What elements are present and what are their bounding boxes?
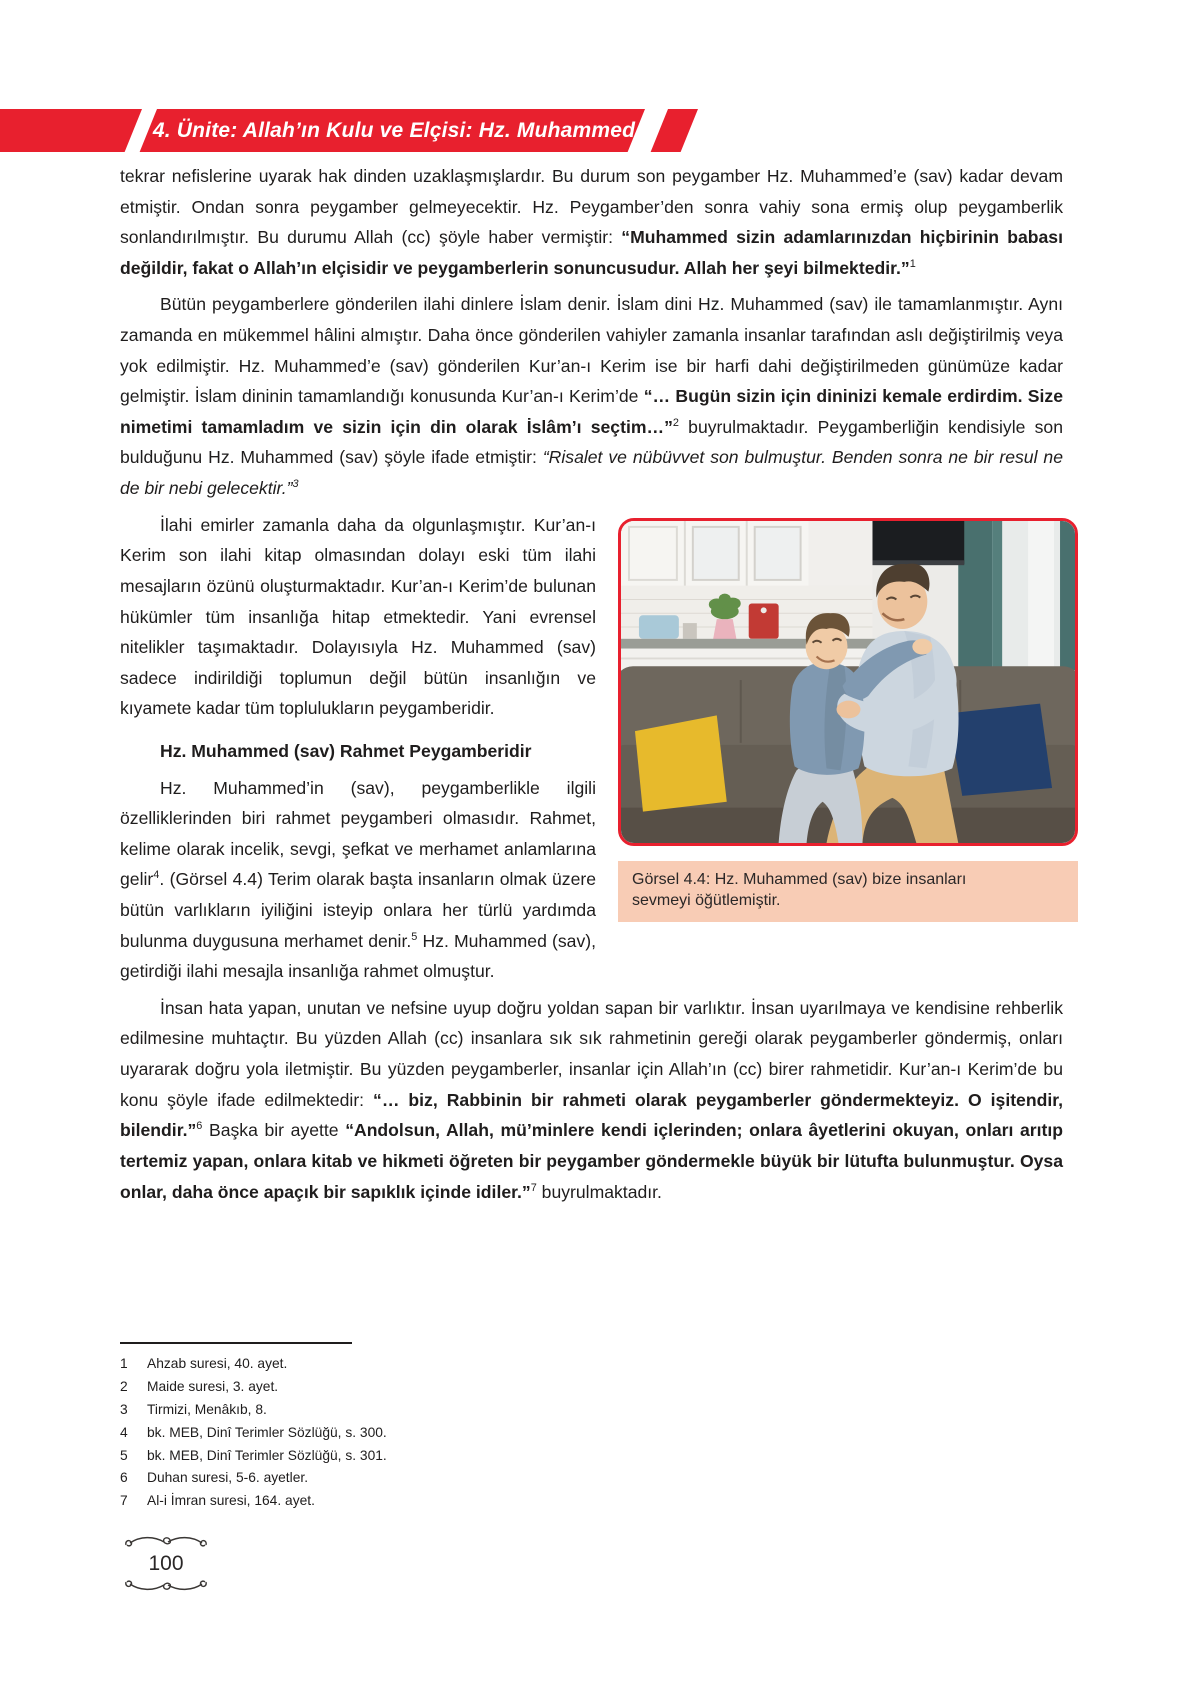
paragraph-3: İlahi emirler zamanla daha da olgunlaşmıştır. Kur’an-ı Kerim son ilahi kitap olmasından dolayı eski tüm ilahi mesajların özünü oluşturmaktadır. Kur’an-ı Kerim’de bulunan hükümler tüm insanlığa hitap etmektedir. Yani evrensel nitelikler taşımaktadır. Dolayısıyla Hz. Muhammed (sav) sadece indirildiği toplumun değil bütün insanlığın ve kıyamete kadar tüm toplulukların peygamberidir. bbox=[120, 514, 596, 719]
footnote-number: 7 bbox=[120, 1493, 128, 1509]
photo-father-son-hug bbox=[618, 518, 1078, 846]
unit-title: 4. Ünite: Allah’ın Kulu ve Elçisi: Hz. Muhammed bbox=[152, 119, 636, 142]
footnote-number: 5 bbox=[120, 1447, 128, 1463]
ornament-flourish-bottom bbox=[120, 1576, 212, 1594]
footnotes bbox=[120, 1342, 820, 1513]
footnote-text: Tirmizi, Menâkıb, 8. bbox=[147, 1401, 267, 1417]
figure-gorsel-4-4 bbox=[618, 518, 1078, 922]
footnote-text: Al-i İmran suresi, 164. ayet. bbox=[147, 1493, 315, 1509]
footnote-number: 2 bbox=[120, 1378, 128, 1394]
footnote-divider bbox=[120, 1342, 352, 1344]
footnote-text: bk. MEB, Dinî Terimler Sözlüğü, s. 300. bbox=[147, 1424, 387, 1440]
footnote-number: 1 bbox=[120, 1356, 128, 1371]
footnote-item bbox=[120, 1353, 820, 1376]
footnote-number: 4 bbox=[120, 1424, 128, 1440]
page-number: 100 bbox=[148, 1552, 184, 1575]
footnote-text: bk. MEB, Dinî Terimler Sözlüğü, s. 301. bbox=[147, 1447, 387, 1463]
banner-slash-accent bbox=[651, 109, 698, 152]
footnote-number: 3 bbox=[120, 1401, 128, 1417]
body-text bbox=[120, 161, 1063, 1207]
footnote-number: 6 bbox=[120, 1470, 128, 1486]
footnote-text: Duhan suresi, 5-6. ayetler. bbox=[147, 1470, 309, 1486]
unit-header-banner bbox=[0, 109, 1181, 152]
paragraph-5: İnsan hata yapan, unutan ve nefsine uyup doğru yoldan sapan bir varlıktır. İnsan uyarılmaya ve kendisine rehberlik edilmesine muhtaçtır. Bu yüzden Allah (cc) insanlara sık sık rahmetinin gereği olarak peygamberler göndermiş, onları uyararak doğru yola iletmiştir. Bu yüzden peygamberler, insanlar için Allah’ın (cc) birer rahmetidir. Kur’an-ı Kerim’de bu konu şöyle ifade edilmektedir: “… biz, Rabbinin bir rahmeti olarak peygamberler göndermekteyiz. O işitendir, bilendir.”$^6$ Başka bir ayette “Andolsun, Allah, mü’minlere kendi içlerinden; onlara âyetlerini okuyan, onları arıtıp tertemiz yapan, onlara kitab ve hikmeti öğreten bir peygamber göndermekle büyük bir lütufta bulunmuştur. Oysa onlar, daha önce apaçık bir sapıklık içinde idiler.”$^7$ buyrulmaktadır. bbox=[120, 997, 1063, 1202]
footnote-item bbox=[120, 1467, 820, 1490]
footnote-text: Maide suresi, 3. ayet. bbox=[147, 1378, 279, 1394]
footnote-item bbox=[120, 1399, 820, 1422]
footnote-item bbox=[120, 1376, 820, 1399]
banner-left-stripe bbox=[0, 109, 142, 152]
footnote-item bbox=[120, 1490, 820, 1513]
paragraph-2: Bütün peygamberlere gönderilen ilahi dinlere İslam denir. İslam dini Hz. Muhammed (sav) ile tamamlanmıştır. Aynı zamanda en mükemmel hâlini almıştır. Daha önce gönderilen vahiyler zamanla insanlar tarafından aslı değiştirilmiş veya yok edilmiştir. Hz. Muhammed’e (sav) gönderilen Kur’an-ı Kerim ise bir harfi dahi değiştirilmeden günümüze kadar gelmiştir. İslam dininin tamamlandığı konusunda Kur’an-ı Kerim’de “… Bugün sizin için dininizi kemale erdirdim. Size nimetimi tamamladım ve sizin için din olarak İslâm’ı seçtim…”$^2$ buyrulmaktadır. Peygamberliğin kendisiyle son bulduğunu Hz. Muhammed (sav) şöyle ifade etmiştir: “Risalet ve nübüvvet son bulmuştur. Benden sonra ne bir resul ne de bir nebi gelecektir.”$^3$ bbox=[120, 294, 1063, 499]
photo-illustration bbox=[621, 521, 1075, 843]
footnote-text: Ahzab suresi, 40. ayet. bbox=[147, 1356, 288, 1371]
section-heading: Hz. Muhammed (sav) Rahmet Peygamberidir bbox=[160, 740, 532, 761]
paragraph-4: Hz. Muhammed’in (sav), peygamberlikle ilgili özelliklerinden biri rahmet peygamberi olmasıdır. Rahmet, kelime olarak incelik, sevgi, şefkat ve merhamet anlamlarına gelir$^4$. (Görsel 4.4) Terim olarak başta insanların olmak üzere bütün varlıkların iyiliğini isteyip onlara her türlü yardımda bulunma duygusuna merhamet denir.$^5$ Hz. Muhammed (sav), getirdiği ilahi mesajla insanlığa rahmet olmuştur. bbox=[120, 777, 596, 982]
wrap-flow bbox=[120, 510, 1063, 1207]
footnote-item bbox=[120, 1445, 820, 1468]
paragraph-1: tekrar nefislerine uyarak hak dinden uzaklaşmışlardır. Bu durum son peygamber Hz. Muhammed’e (sav) kadar devam etmiştir. Ondan sonra peygamber gelmeyecektir. Hz. Peygamber’den sonra vahiy sona ermiş olup peygamberlik sonlandırılmıştır. Bu durumu Allah (cc) şöyle haber vermiştir: “Muhammed sizin adamlarınızdan hiçbirinin babası değildir, fakat o Allah’ın elçisidir ve peygamberlerin sonuncusudur. Allah her şeyi bilmektedir.”$^1$ bbox=[120, 166, 1063, 278]
footnote-item bbox=[120, 1422, 820, 1445]
figure-caption: Görsel 4.4: Hz. Muhammed (sav) bize insanları sevmeyi öğütlemiştir. bbox=[618, 861, 1078, 922]
ornament-flourish-top bbox=[120, 1533, 212, 1551]
page-number-block bbox=[116, 1533, 216, 1594]
